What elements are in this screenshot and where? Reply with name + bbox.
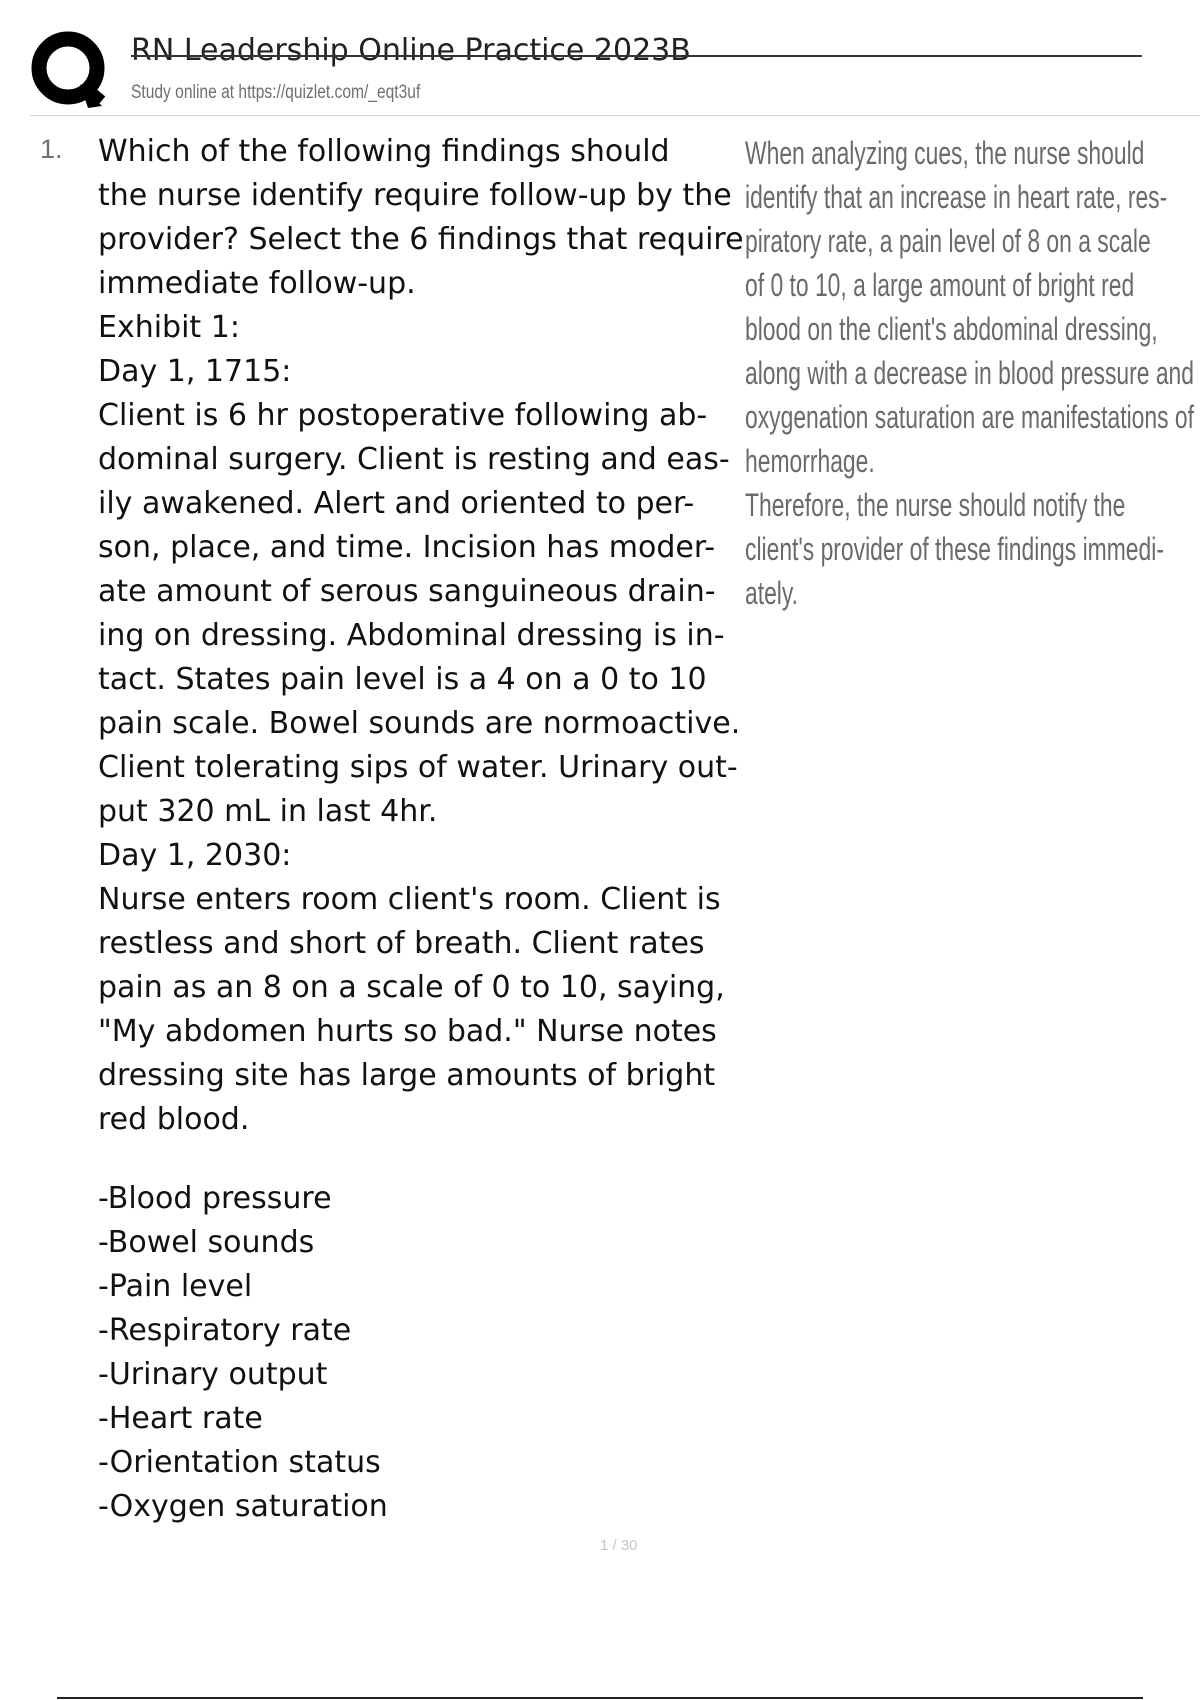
question-line: "My abdomen hurts so bad." Nurse notes bbox=[98, 1014, 717, 1049]
document-title: RN Leadership Online Practice 2023B bbox=[131, 33, 691, 68]
answer-line: client's provider of these findings immedi- bbox=[745, 531, 1164, 567]
question-line: red blood. bbox=[98, 1102, 250, 1137]
answer-line: ately. bbox=[745, 575, 798, 611]
question-text bbox=[98, 130, 744, 1529]
answer-line: Therefore, the nurse should notify the bbox=[745, 487, 1126, 523]
question-line: Client is 6 hr postoperative following ab- bbox=[98, 398, 708, 433]
answer-option: -Orientation status bbox=[98, 1445, 381, 1480]
answer-line: oxygenation saturation are manifestations of bbox=[745, 399, 1194, 435]
answer-option: -Heart rate bbox=[98, 1401, 263, 1436]
answer-line: hemorrhage. bbox=[745, 443, 875, 479]
answer-line: blood on the client's abdominal dressing, bbox=[745, 311, 1158, 347]
question-line: restless and short of breath. Client rates bbox=[98, 926, 705, 961]
question-line: ily awakened. Alert and oriented to per- bbox=[98, 486, 695, 521]
question-line: put 320 mL in last 4hr. bbox=[98, 794, 438, 829]
answer-option: -Blood pressure bbox=[98, 1181, 332, 1216]
question-line: tact. States pain level is a 4 on a 0 to 10 bbox=[98, 662, 707, 697]
answer-line: along with a decrease in blood pressure and bbox=[745, 355, 1194, 391]
header-divider bbox=[30, 115, 1200, 116]
question-line: dressing site has large amounts of bright bbox=[98, 1058, 716, 1093]
question-line: pain scale. Bowel sounds are normoactive. bbox=[98, 706, 741, 741]
question-line: provider? Select the 6 findings that require bbox=[98, 222, 744, 257]
question-line: son, place, and time. Incision has moder- bbox=[98, 530, 716, 565]
study-online-link-text: Study online at https://quizlet.com/_eqt3uf bbox=[131, 82, 421, 103]
answer-line: identify that an increase in heart rate, res- bbox=[745, 179, 1168, 215]
question-line: ate amount of serous sanguineous drain- bbox=[98, 574, 716, 609]
page-number: 1 / 30 bbox=[600, 1537, 638, 1554]
footer-divider bbox=[57, 1697, 1143, 1699]
answer-option: -Bowel sounds bbox=[98, 1225, 315, 1260]
question-line: immediate follow-up. bbox=[98, 266, 416, 301]
question-line: Which of the following findings should bbox=[98, 134, 670, 169]
question-line: Exhibit 1: bbox=[98, 310, 240, 345]
question-line: the nurse identify require follow-up by the bbox=[98, 178, 732, 213]
answer-option: -Pain level bbox=[98, 1269, 253, 1304]
answer-option: -Urinary output bbox=[98, 1357, 328, 1392]
title-rule bbox=[131, 55, 1142, 57]
paragraph-gap bbox=[98, 1142, 738, 1177]
answer-explanation bbox=[745, 131, 1194, 615]
question-line: Client tolerating sips of water. Urinary out- bbox=[98, 750, 738, 785]
answer-line: piratory rate, a pain level of 8 on a scale bbox=[745, 223, 1151, 259]
question-line: dominal surgery. Client is resting and eas- bbox=[98, 442, 730, 477]
answer-line: When analyzing cues, the nurse should bbox=[745, 135, 1145, 171]
question-number: 1. bbox=[40, 134, 63, 164]
answer-option: -Oxygen saturation bbox=[98, 1489, 388, 1524]
question-line: pain as an 8 on a scale of 0 to 10, saying, bbox=[98, 970, 725, 1005]
quizlet-logo-icon bbox=[30, 30, 112, 112]
question-line: ing on dressing. Abdominal dressing is in- bbox=[98, 618, 725, 653]
question-line: Day 1, 1715: bbox=[98, 354, 292, 389]
question-line: Nurse enters room client's room. Client is bbox=[98, 882, 721, 917]
question-line: Day 1, 2030: bbox=[98, 838, 292, 873]
answer-option: -Respiratory rate bbox=[98, 1313, 352, 1348]
answer-line: of 0 to 10, a large amount of bright red bbox=[745, 267, 1135, 303]
